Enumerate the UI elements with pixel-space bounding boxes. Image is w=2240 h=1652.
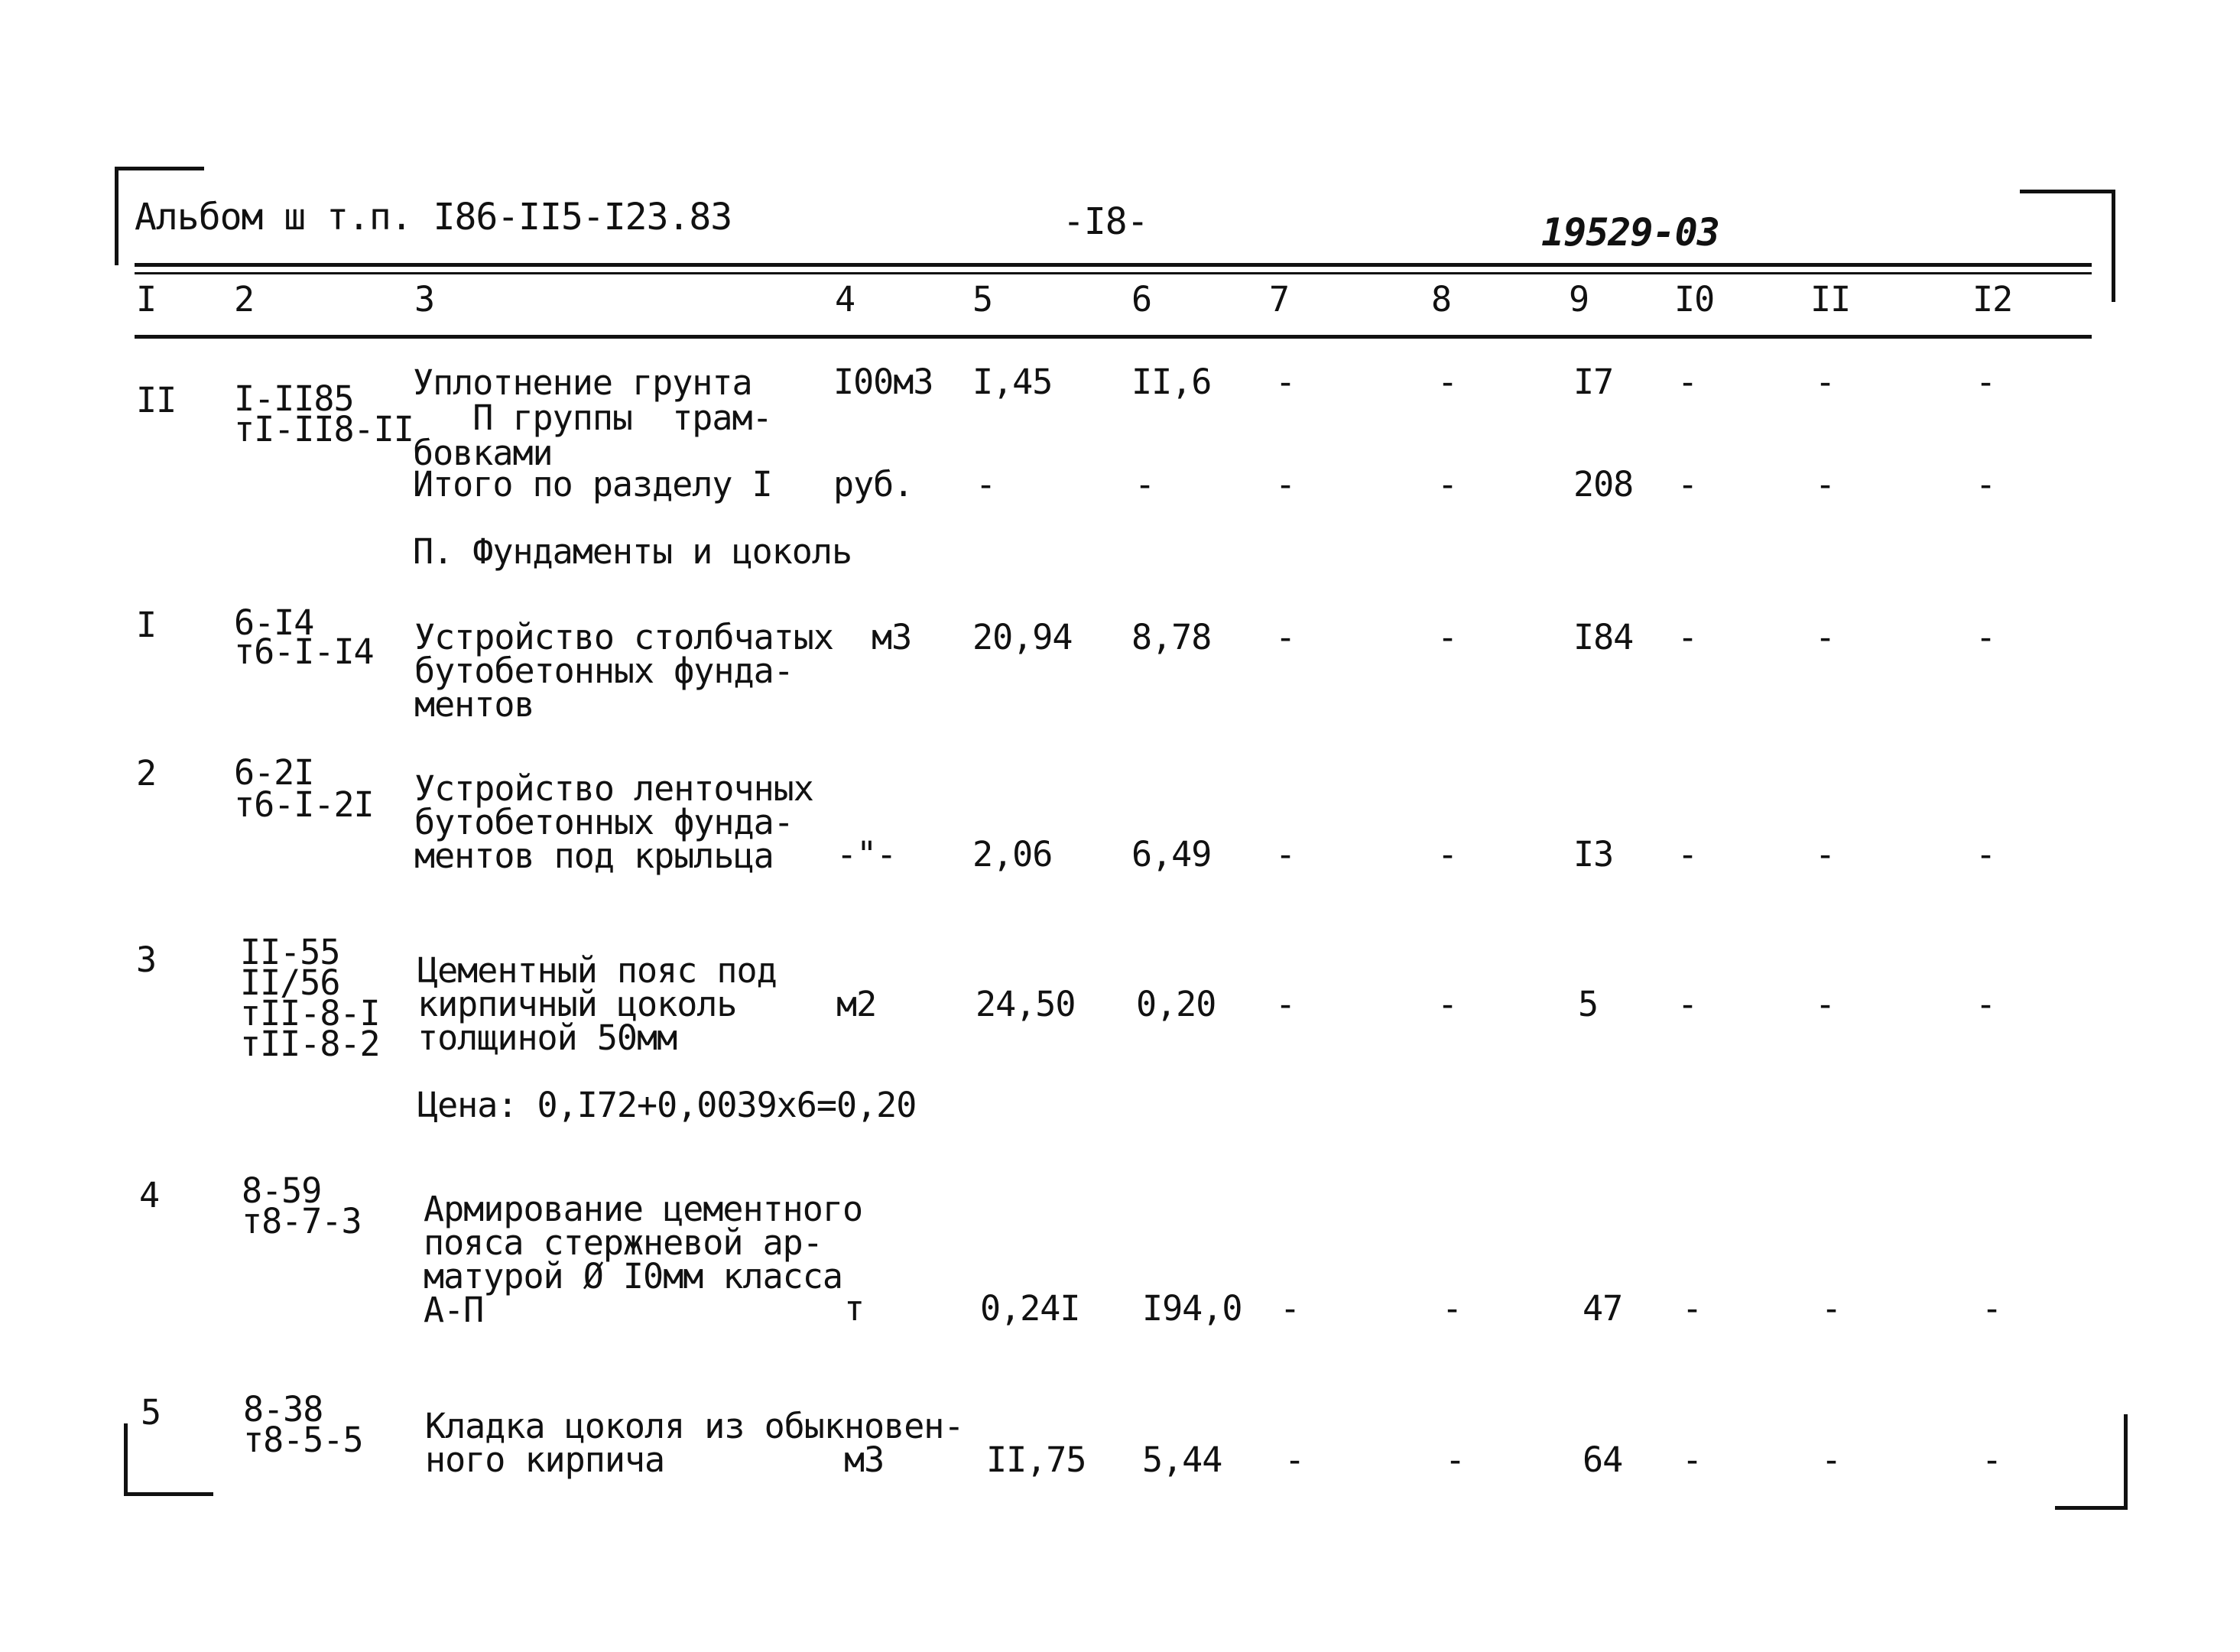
cell-11: - xyxy=(1815,362,1836,402)
cell-9: I7 xyxy=(1573,362,1614,402)
cell-5: 2,06 xyxy=(972,834,1053,875)
header-rule-top xyxy=(135,263,2092,267)
cell-7: - xyxy=(1284,1439,1305,1480)
cell-9: 64 xyxy=(1583,1439,1623,1480)
row-number: II xyxy=(136,380,177,420)
work-description: Кладка цоколя из обыкновен- ного кирпича xyxy=(425,1406,964,1480)
cell-6: I94,0 xyxy=(1142,1288,1242,1329)
work-description: Устройство столбчатых бутобетонных фунда- ментов xyxy=(414,617,833,725)
column-header: 8 xyxy=(1431,279,1452,320)
column-header: 6 xyxy=(1131,279,1152,320)
cell-6: II,6 xyxy=(1131,362,1212,402)
cell-5: I,45 xyxy=(972,362,1053,402)
unit: I00м3 xyxy=(833,362,933,402)
cell-7: - xyxy=(1275,617,1296,657)
doc-number-stamp: 19529-03 xyxy=(1541,210,1719,255)
cell-10: - xyxy=(1677,362,1698,402)
unit: руб. xyxy=(833,464,914,505)
cell-12: - xyxy=(1982,1439,2002,1480)
page-number: -I8- xyxy=(1063,200,1148,243)
album-title: Альбом ш т.п. I86-II5-I23.83 xyxy=(135,196,732,239)
cell-8: - xyxy=(1437,617,1458,657)
column-header: 5 xyxy=(972,279,993,320)
cell-8: - xyxy=(1437,834,1458,875)
cell-7: - xyxy=(1275,834,1296,875)
norm-code: 8-38 т8-5-5 xyxy=(243,1389,363,1460)
cell-6: 0,20 xyxy=(1136,984,1216,1024)
section-title: П. Фундаменты и цоколь xyxy=(413,531,852,572)
row-number: 2 xyxy=(136,753,157,794)
cell-11: - xyxy=(1815,617,1836,657)
cell-6: 6,49 xyxy=(1131,834,1212,875)
cell-6: 5,44 xyxy=(1142,1439,1222,1480)
cell-10: - xyxy=(1677,617,1698,657)
norm-code: 6-I4 т6-I-I4 xyxy=(234,602,374,672)
column-header: 3 xyxy=(414,279,435,320)
cell-9: 47 xyxy=(1583,1288,1623,1329)
cell-10: - xyxy=(1677,834,1698,875)
norm-code: I-II85 тI-II8-II xyxy=(234,378,414,450)
cell-7: - xyxy=(1275,464,1296,505)
column-header: 2 xyxy=(234,279,255,320)
norm-code: 8-59 т8-7-3 xyxy=(242,1170,362,1241)
cell-9: I3 xyxy=(1573,834,1614,875)
cell-8: - xyxy=(1442,1288,1462,1329)
unit: -"- xyxy=(836,834,897,875)
cell-8: - xyxy=(1437,362,1458,402)
column-header: I xyxy=(136,279,157,320)
cell-11: - xyxy=(1821,1288,1842,1329)
unit: т xyxy=(844,1288,865,1329)
cell-10: - xyxy=(1677,984,1698,1024)
cell-12: - xyxy=(1982,1288,2002,1329)
row-number: 4 xyxy=(139,1175,160,1215)
price-note: Цена: 0,I72+0,0039х6=0,20 xyxy=(417,1085,917,1125)
unit: м2 xyxy=(836,984,877,1024)
total-description: Итого по разделу I xyxy=(413,464,772,505)
cell-10: - xyxy=(1682,1439,1703,1480)
cell-12: - xyxy=(1975,834,1996,875)
column-header: 4 xyxy=(835,279,855,320)
cell-6: 8,78 xyxy=(1131,617,1212,657)
cell-7: - xyxy=(1275,984,1296,1024)
cell-11: - xyxy=(1815,464,1836,505)
cell-9: 208 xyxy=(1573,464,1634,505)
norm-code: II-55 II/56 тII-8-I тII-8-2 xyxy=(240,932,380,1064)
cell-11: - xyxy=(1815,984,1836,1024)
cell-8: - xyxy=(1445,1439,1466,1480)
column-header: 9 xyxy=(1569,279,1589,320)
header-rule-bottom xyxy=(135,335,2092,339)
cell-5: II,75 xyxy=(986,1439,1086,1480)
column-header: I2 xyxy=(1972,279,2013,320)
cell-8: - xyxy=(1437,464,1458,505)
header-rule-top-2 xyxy=(135,272,2092,274)
cell-9: 5 xyxy=(1578,984,1599,1024)
row-number: 3 xyxy=(136,940,157,980)
cell-7: - xyxy=(1275,362,1296,402)
work-description: Уплотнение грунта П группы трам- бовками xyxy=(413,362,772,473)
row-number: I xyxy=(136,605,157,645)
column-header: 7 xyxy=(1269,279,1290,320)
cell-12: - xyxy=(1975,984,1996,1024)
cell-12: - xyxy=(1975,362,1996,402)
row-number: 5 xyxy=(141,1392,161,1433)
corner-bracket-bottom-left xyxy=(124,1423,213,1496)
work-description: Устройство ленточных бутобетонных фунда- ментов под крыльца xyxy=(414,768,813,876)
norm-code: 6-2I т6-I-2I xyxy=(234,752,374,825)
corner-bracket-top-right xyxy=(2020,190,2115,302)
column-header: II xyxy=(1810,279,1851,320)
cell-10: - xyxy=(1682,1288,1703,1329)
cell-9: I84 xyxy=(1573,617,1634,657)
column-header: I0 xyxy=(1674,279,1715,320)
unit: м3 xyxy=(844,1439,885,1480)
cell-5: - xyxy=(976,464,996,505)
cell-5: 24,50 xyxy=(976,984,1076,1024)
cell-12: - xyxy=(1975,617,1996,657)
cell-10: - xyxy=(1677,464,1698,505)
cell-7: - xyxy=(1280,1288,1300,1329)
cell-8: - xyxy=(1437,984,1458,1024)
unit: м3 xyxy=(872,617,912,657)
cell-5: 20,94 xyxy=(972,617,1073,657)
cell-6: - xyxy=(1135,464,1155,505)
corner-bracket-bottom-right xyxy=(2055,1414,2128,1510)
work-description: Цементный пояс под кирпичный цоколь толщиной 50мм xyxy=(417,950,777,1058)
cell-5: 0,24I xyxy=(980,1288,1080,1329)
work-description: Армирование цементного пояса стержневой ар- матурой Ø I0мм класса А-П xyxy=(424,1189,863,1330)
cell-11: - xyxy=(1821,1439,1842,1480)
cell-11: - xyxy=(1815,834,1836,875)
cell-12: - xyxy=(1975,464,1996,505)
